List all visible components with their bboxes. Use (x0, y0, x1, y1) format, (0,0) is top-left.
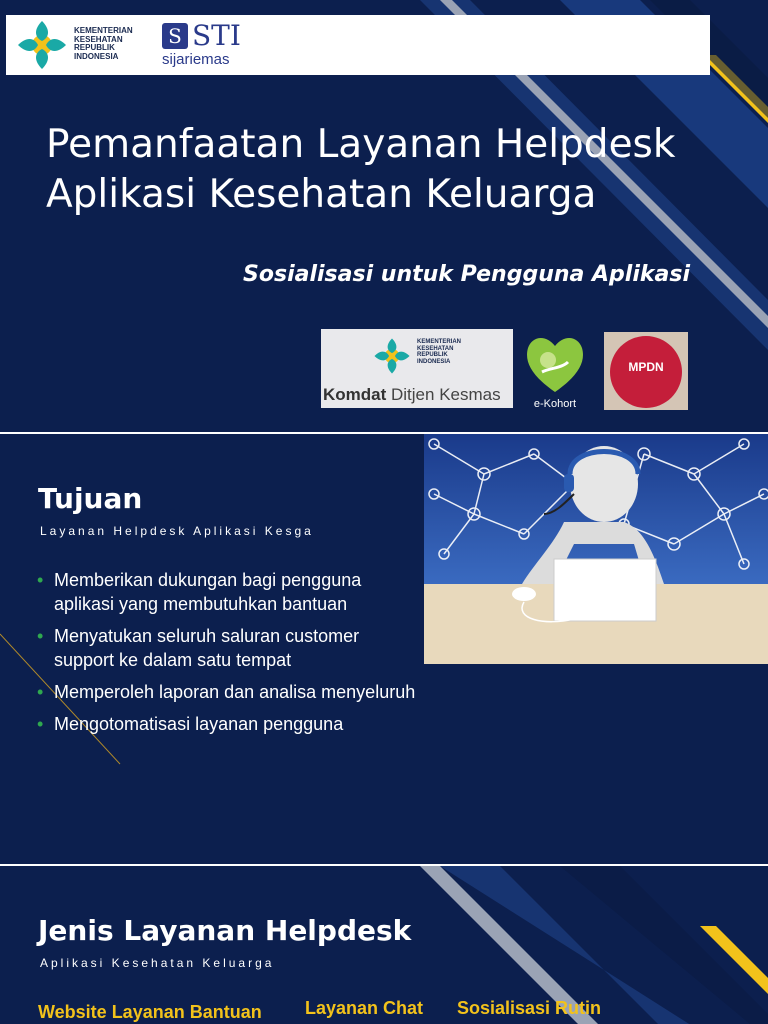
column-title-sosialisasi: Sosialisasi Rutin (457, 998, 602, 1018)
komdat-kemenkes-text: KEMENTERIAN KESEHATAN REPUBLIK INDONESIA (417, 339, 462, 365)
bullet-dot: • (37, 570, 44, 590)
sti-subtext: sijariemas (162, 51, 230, 68)
column-title-website: Website Layanan Bantuan (38, 1002, 262, 1022)
sti-text: STI (192, 19, 241, 52)
tujuan-slide (0, 434, 768, 864)
main-title-line-1: Pemanfaatan Layanan Helpdesk (46, 122, 676, 167)
bullet-list (37, 568, 417, 744)
list-item: • Memberikan dukungan bagi pengguna aplikasi yang membutuhkan bantuan (37, 570, 362, 614)
mpdn-label: MPDN (628, 360, 664, 374)
main-title-line-2: Aplikasi Kesehatan Keluarga (46, 172, 597, 217)
mpdn-logo (604, 332, 688, 410)
section-title: Tujuan (38, 482, 143, 515)
kemenkes-logo-text: KEMENTERIAN KESEHATAN REPUBLIK INDONESIA (74, 26, 133, 61)
helpdesk-person-illustration (424, 434, 768, 664)
heart-leaf-icon (522, 328, 588, 396)
main-subtitle: Sosialisasi untuk Pengguna Aplikasi (243, 262, 690, 287)
kemenkes-logo-icon (373, 337, 411, 375)
kemenkes-logo-icon (16, 19, 68, 71)
section-subtitle: Aplikasi Kesehatan Keluarga (40, 956, 275, 970)
komdat-label: Komdat Ditjen Kesmas (323, 385, 501, 404)
section-title: Jenis Layanan Helpdesk (38, 914, 412, 947)
column-title-chat: Layanan Chat (305, 998, 424, 1018)
jenis-layanan-slide (0, 866, 768, 1024)
bullet-dot: • (37, 714, 44, 734)
ekohort-logo (522, 328, 588, 414)
bullet-dot: • (37, 682, 44, 702)
main-title (46, 120, 726, 220)
sti-mark-icon: S (162, 23, 188, 49)
list-item: • Memperoleh laporan dan analisa menyeluruh (37, 682, 416, 702)
ekohort-label: e-Kohort (533, 398, 577, 410)
header-logo-bar (6, 15, 710, 75)
section-subtitle: Layanan Helpdesk Aplikasi Kesga (40, 524, 314, 538)
komdat-logo (321, 329, 513, 408)
title-slide (0, 0, 768, 432)
list-item: • Mengotomatisasi layanan pengguna (37, 714, 344, 734)
mpdn-circle (610, 336, 682, 408)
list-item: • Menyatukan seluruh saluran customer support ke dalam satu tempat (37, 626, 360, 670)
bullet-dot: • (37, 626, 44, 646)
